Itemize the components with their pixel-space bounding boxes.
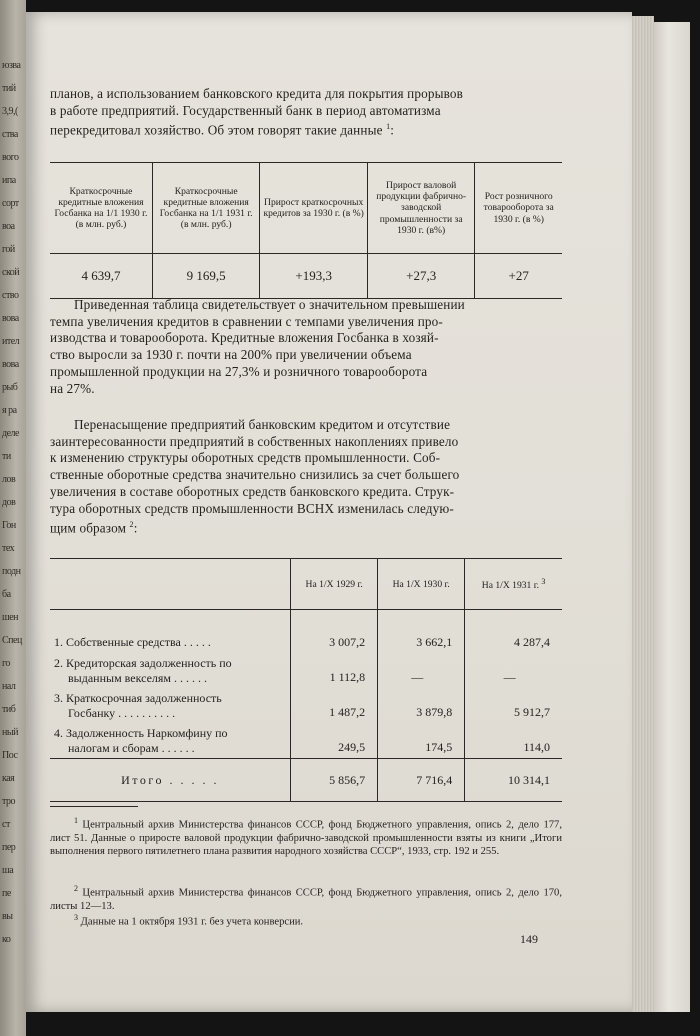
text-line: ство выросли за 1930 г. почти на 200% при увеличении объема [50, 347, 412, 363]
table-cell: 174,5 [378, 723, 465, 759]
table-cell: 4 287,4 [465, 632, 562, 653]
left-page-text-fragment: шен [2, 612, 18, 623]
table-header: Прирост валовой продукции фабрично-заводской промышленности за 1930 г. (в%) [367, 163, 475, 254]
left-page-text-fragment: рыб [2, 382, 18, 393]
table-total-row [50, 759, 562, 802]
left-page-text-fragment: деле [2, 428, 19, 439]
table-header: На 1/X 1931 г. $^3$ [465, 559, 562, 610]
left-page-text-fragment: вого [2, 152, 19, 163]
working-capital-table [50, 558, 562, 802]
table-header: Краткосрочные кредитные вложения Госбанка на 1/1 1931 г. (в млн. руб.) [152, 163, 260, 254]
text-line: Перенасыщение предприятий банковским кредитом и отсутствие [74, 417, 451, 432]
left-page-text-fragment: Спец [2, 635, 22, 646]
table-row [50, 653, 562, 688]
total-label: Итого . . . . . [50, 759, 291, 802]
table-cell: 4 639,7 [50, 254, 152, 299]
row-label: 2. Кредиторская задолженность по выданным векселям . . . . . . [50, 653, 291, 688]
table-row [50, 254, 562, 299]
left-page-text-fragment: ство [2, 290, 19, 301]
text-line: заинтересованности предприятий в собственных накоплениях привело [50, 433, 459, 449]
left-page-text-fragment: воа [2, 221, 15, 232]
table-cell: 9 169,5 [152, 254, 260, 299]
table-cell: 5 856,7 [291, 759, 378, 802]
footnote-2: $^2$ Центральный архив Министерства финансов СССР, фонд Бюджетного управления, опись 2, дело 170, листы 12—13. [50, 884, 562, 912]
left-page-text-fragment: пер [2, 842, 16, 853]
book-page [26, 12, 632, 1012]
footnote-1: $^1$ Центральный архив Министерства финансов СССР, фонд Бюджетного управления, опись 2, дело 177, лист 51. Данные о приросте валовой продукции фабрично-заводской промышленности взяты из книги „Итоги выполнения первого пятилетнего плана развития народного хозяйства СССР“, 1933, стр. 192 и 255. [50, 816, 562, 858]
structure-paragraph [50, 417, 562, 537]
left-page-text-fragment: ской [2, 267, 20, 278]
left-page-text-fragment: нал [2, 681, 16, 692]
left-page-text-fragment: ител [2, 336, 20, 347]
row-label: 4. Задолженность Наркомфину по налогам и сборам . . . . . . [50, 723, 291, 759]
text-line: щим образом $^2$: [50, 520, 138, 536]
intro-paragraph [50, 86, 562, 140]
text-line: изводства и товарооборота. Кредитные вложения Госбанка в хозяй- [50, 330, 439, 346]
left-page-text-fragment: сорт [2, 198, 19, 209]
table-cell: +27 [475, 254, 562, 299]
footnote-ref: 1 [386, 122, 391, 132]
left-page-text-fragment: 3,9,( [2, 106, 18, 117]
table-cell: 7 716,4 [378, 759, 465, 802]
left-page-text-fragment: лов [2, 474, 16, 485]
text-line: к изменению структуры оборотных средств промышленности. Соб- [50, 450, 441, 466]
left-page-text-fragment: тий [2, 83, 16, 94]
left-page-text-fragment: пе [2, 888, 11, 899]
page-number: 149 [520, 932, 538, 946]
table-header: На 1/X 1930 г. [378, 559, 465, 610]
table-row [50, 723, 562, 759]
table-header: Рост розничного товарооборота за 1930 г. (в %) [475, 163, 562, 254]
table-cell: 114,0 [465, 723, 562, 759]
left-page-text-fragment: кая [2, 773, 15, 784]
text-line: Приведенная таблица свидетельствует о значительном превышении [74, 297, 465, 312]
left-page-text-fragment: ства [2, 129, 18, 140]
left-page-text-fragment: ипа [2, 175, 16, 186]
left-page-text-fragment: дов [2, 497, 16, 508]
left-page-text-fragment: Пос [2, 750, 18, 761]
left-page-text-fragment: ный [2, 727, 18, 738]
text-line: в работе предприятий. Государственный банк в период автоматизма [50, 102, 441, 118]
table-spacer-row [50, 610, 562, 633]
row-label: 3. Краткосрочная задолженность Госбанку . . . . . . . . . . [50, 688, 291, 723]
text-line: на 27%. [50, 380, 95, 396]
analysis-paragraph [50, 297, 562, 397]
table-cell: 1 487,2 [291, 688, 378, 723]
text-line: планов, а использованием банковского кредита для покрытия прорывов [50, 86, 464, 101]
credit-growth-table [50, 162, 562, 299]
left-page-text-fragment: ша [2, 865, 14, 876]
table-row [50, 688, 562, 723]
row-label: 1. Собственные средства . . . . . [50, 632, 291, 653]
footnote-ref: 2 [129, 520, 134, 530]
table-header-empty [50, 559, 291, 610]
text-line: ственные оборотные средства значительно снизились за счет большего [50, 467, 460, 483]
table-row [50, 632, 562, 653]
left-page-text-fragment: вы [2, 911, 13, 922]
left-page-text-fragment: го [2, 658, 10, 669]
table-cell: +193,3 [260, 254, 368, 299]
left-page-text-fragment: Гон [2, 520, 16, 531]
text-line: темпа увеличения кредитов в сравнении с темпами увеличения про- [50, 313, 443, 329]
book-cover-edge [654, 22, 690, 1012]
table-header: Прирост краткосрочных кредитов за 1930 г. (в %) [260, 163, 368, 254]
footnote-divider [50, 806, 138, 807]
left-page-text-fragment: вова [2, 313, 19, 324]
left-page-text-fragment: вова [2, 359, 19, 370]
text-line: промышленной продукции на 27,3% и розничного товарооборота [50, 363, 428, 379]
left-page-text-fragment: ст [2, 819, 10, 830]
table-header: На 1/X 1929 г. [291, 559, 378, 610]
left-page-text-fragment: тех [2, 543, 15, 554]
left-page-text-fragment: ба [2, 589, 11, 600]
left-page-text-fragment: тиб [2, 704, 16, 715]
table-header: Краткосрочные кредитные вложения Госбанка на 1/1 1930 г. (в млн. руб.) [50, 163, 152, 254]
left-page-text-fragment: тро [2, 796, 15, 807]
left-page-edge [0, 0, 26, 1036]
left-page-text-fragment: ти [2, 451, 11, 462]
text-line: тура оборотных средств промышленности ВСНХ изменилась следую- [50, 500, 454, 516]
table-cell: 3 007,2 [291, 632, 378, 653]
left-page-text-fragment: гой [2, 244, 15, 255]
table-cell: — [378, 653, 465, 688]
left-page-text-fragment: я ра [2, 405, 17, 416]
left-page-text-fragment: юзва [2, 60, 21, 71]
table-cell: 1 112,8 [291, 653, 378, 688]
table-cell: 3 662,1 [378, 632, 465, 653]
table-cell: 10 314,1 [465, 759, 562, 802]
table-cell: 5 912,7 [465, 688, 562, 723]
table-header-row [50, 163, 562, 254]
table-cell: — [465, 653, 562, 688]
text-line: увеличения в составе оборотных средств банковского кредита. Струк- [50, 483, 455, 499]
table-cell: 3 879,8 [378, 688, 465, 723]
left-page-text-fragment: подн [2, 566, 21, 577]
table-cell: +27,3 [367, 254, 475, 299]
footnote-3: $^3$ Данные на 1 октября 1931 г. без учета конверсии. [74, 913, 304, 928]
left-page-text-fragment: ко [2, 934, 11, 945]
table-header-row [50, 559, 562, 610]
text-line: перекредитовал хозяйство. Об этом говорят такие данные $^1$: [50, 122, 395, 138]
table-cell: 249,5 [291, 723, 378, 759]
page-stack-edge [632, 16, 654, 1012]
